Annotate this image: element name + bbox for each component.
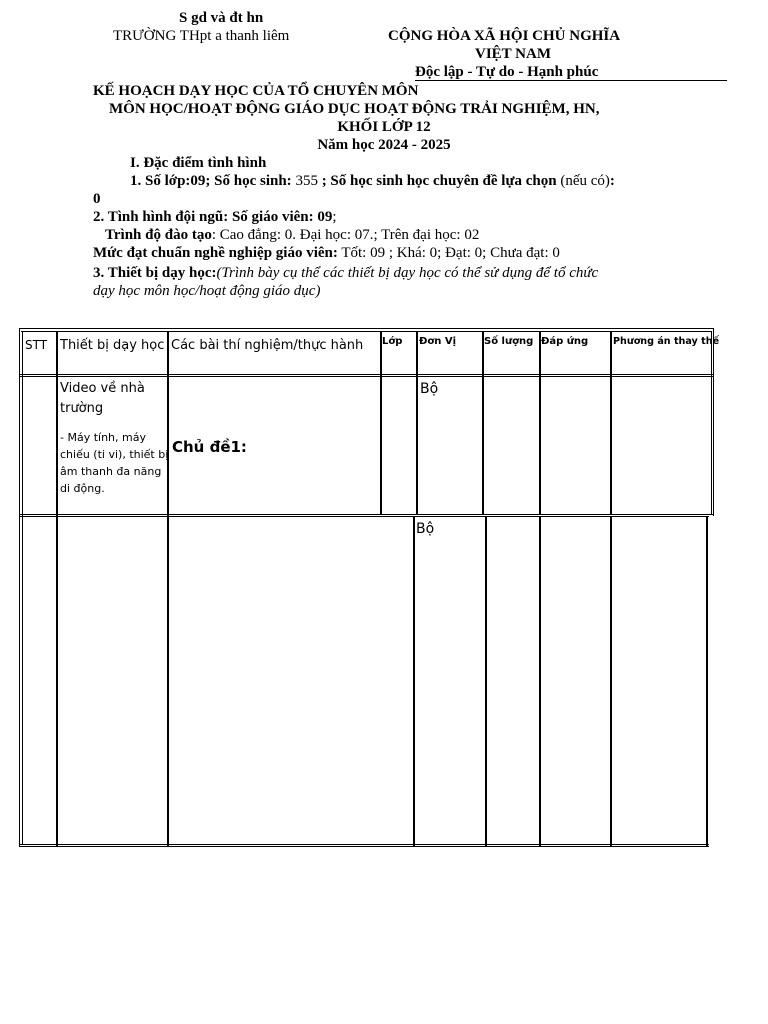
school-year: Năm học 2024 - 2025: [317, 137, 451, 153]
table-border-right-inner: [711, 331, 712, 515]
col-line-unit: [482, 331, 484, 515]
header-lessons: Các bài thí nghiệm/thực hành: [171, 338, 364, 353]
school-name: TRƯỜNG THpt a thanh liêm: [113, 28, 290, 44]
col-line-quantity: [539, 331, 541, 515]
row1-device-line1: Video về nhà: [60, 381, 145, 396]
table-border-left-outer: [19, 328, 20, 847]
header-stt: STT: [25, 338, 48, 352]
standard-label: Mức đạt chuẩn nghề nghiệp giáo viên:: [93, 245, 338, 261]
republic-title-line2: VIỆT NAM: [475, 46, 551, 62]
header-alternative: Phương án thay thế: [613, 336, 720, 347]
table-border-right-outer: [713, 328, 714, 516]
training-value: : Cao đẳng: 0. Đại học: 07.; Trên đại học: 02: [211, 227, 480, 243]
col-line-meets: [610, 331, 612, 515]
teacher-count-semicolon: ;: [332, 209, 337, 225]
elective-students-value: 0: [93, 191, 101, 207]
standard-value: Tốt: 09 ; Khá: 0; Đạt: 0; Chưa đạt: 0: [337, 245, 560, 261]
equipment-description: (Trình bày cụ thể các thiết bị dạy học có thể sử dụng để tổ chức: [216, 265, 599, 281]
student-count: 355: [291, 173, 322, 189]
row1-divider-2: [19, 516, 709, 517]
section1-heading: I. Đặc điểm tình hình: [130, 155, 267, 171]
col-line-grade: [416, 331, 418, 515]
staff-line: [93, 208, 337, 226]
section1-item1: [130, 172, 615, 190]
row2-col-line-3: [539, 516, 541, 846]
grade-title: KHỐI LỚP 12: [337, 119, 431, 135]
col-line-device: [167, 331, 169, 846]
plan-title: KẾ HOẠCH DẠY HỌC CỦA TỔ CHUYÊN MÔN: [93, 83, 419, 99]
equipment-line: [93, 264, 598, 282]
row1-device-note2: chiếu (ti vi), thiết bị: [60, 448, 169, 461]
motto-underline: [415, 80, 727, 81]
row2-col-line-2: [485, 516, 487, 846]
col-line-stt: [56, 331, 58, 846]
subject-title: MÔN HỌC/HOẠT ĐỘNG GIÁO DỤC HOẠT ĐỘNG TRẢI NGHIỆM, HN,: [109, 101, 600, 117]
header-meets: Đáp ứng: [541, 336, 589, 347]
standard-line: [93, 244, 560, 262]
table-border-top-outer: [19, 328, 714, 329]
row2-col-line-1: [413, 516, 415, 846]
row1-device-note4: di động.: [60, 482, 105, 495]
national-motto: Độc lập - Tự do - Hạnh phúc: [415, 64, 599, 80]
teacher-count: 2. Tình hình đội ngũ: Số giáo viên: 09: [93, 209, 333, 225]
table-border-left-inner: [22, 331, 23, 845]
row1-device-line2: trường: [60, 401, 104, 416]
row2-unit: Bộ: [416, 521, 435, 537]
row2-border-right: [706, 516, 708, 846]
elective-colon: :: [609, 173, 615, 189]
header-grade: Lớp: [382, 336, 403, 347]
table-border-bottom-outer: [19, 846, 709, 847]
elective-students-label: ; Số học sinh học chuyên đề lựa chọn: [321, 173, 557, 189]
row2-col-line-4: [610, 516, 612, 846]
row1-topic: Chủ đề1:: [172, 438, 247, 456]
department-name: S gd và đt hn: [179, 10, 264, 26]
equipment-description-line2: dạy học môn học/hoạt động giáo dục): [93, 283, 321, 299]
class-count-label: 1. Số lớp:09; Số học sinh:: [130, 173, 292, 189]
training-line: [105, 226, 479, 244]
header-quantity: Số lượng: [484, 336, 534, 347]
equipment-heading: 3. Thiết bị dạy học:: [93, 265, 217, 281]
header-unit: Đơn Vị: [419, 336, 457, 347]
training-label: Trình độ đào tạo: [105, 227, 212, 243]
header-device: Thiết bị dạy học: [60, 338, 165, 353]
row1-device-note3: âm thanh đa năng: [60, 465, 162, 478]
row1-device-note1: - Máy tính, máy: [60, 431, 146, 444]
table-border-top-inner: [21, 331, 712, 332]
elective-note: (nếu có): [556, 173, 610, 189]
col-line-lessons: [380, 331, 382, 515]
row1-unit: Bộ: [420, 381, 439, 397]
table-border-bottom-inner: [19, 844, 709, 845]
republic-title-line1: CỘNG HÒA XÃ HỘI CHỦ NGHĨA: [388, 28, 621, 44]
